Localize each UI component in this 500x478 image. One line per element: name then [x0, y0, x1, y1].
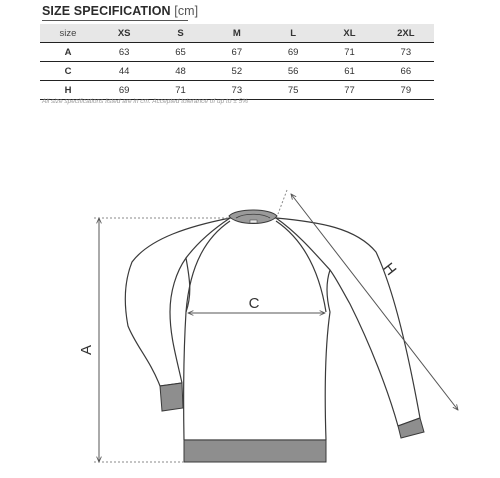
hem-band: [184, 440, 326, 462]
label-a: A: [78, 344, 95, 356]
header-s: S: [152, 24, 208, 43]
table-cell: 73: [209, 81, 265, 100]
row-label: A: [40, 43, 96, 62]
header-xs: XS: [96, 24, 152, 43]
label-c: C: [248, 295, 260, 312]
table-cell: 69: [265, 43, 321, 62]
label-h: H: [379, 259, 400, 279]
table-cell: 69: [96, 81, 152, 100]
table-cell: 61: [321, 62, 377, 81]
header-2xl: 2XL: [378, 24, 434, 43]
table-cell: 79: [378, 81, 434, 100]
header-xl: XL: [321, 24, 377, 43]
tolerance-note: All size specifications listed are in cm. Accepted tolerance of up to ± 5%: [42, 98, 249, 105]
table-cell: 67: [209, 43, 265, 62]
header-m: M: [209, 24, 265, 43]
title-unit: [cm]: [174, 4, 199, 18]
row-label: C: [40, 62, 96, 81]
sweatshirt-body: [184, 218, 330, 440]
table-cell: 56: [265, 62, 321, 81]
table-cell: 77: [321, 81, 377, 100]
table-cell: 71: [152, 81, 208, 100]
table-cell: 63: [96, 43, 152, 62]
table-cell: 71: [321, 43, 377, 62]
table-cell: 44: [96, 62, 152, 81]
title-text: SIZE SPECIFICATION: [42, 4, 171, 18]
row-label: H: [40, 81, 96, 100]
table-cell: 66: [378, 62, 434, 81]
table-cell: 73: [378, 43, 434, 62]
table-cell: 48: [152, 62, 208, 81]
table-cell: 52: [209, 62, 265, 81]
table-cell: 75: [265, 81, 321, 100]
table-cell: 65: [152, 43, 208, 62]
header-l: L: [265, 24, 321, 43]
left-cuff: [160, 383, 183, 411]
header-size: size: [40, 24, 96, 43]
